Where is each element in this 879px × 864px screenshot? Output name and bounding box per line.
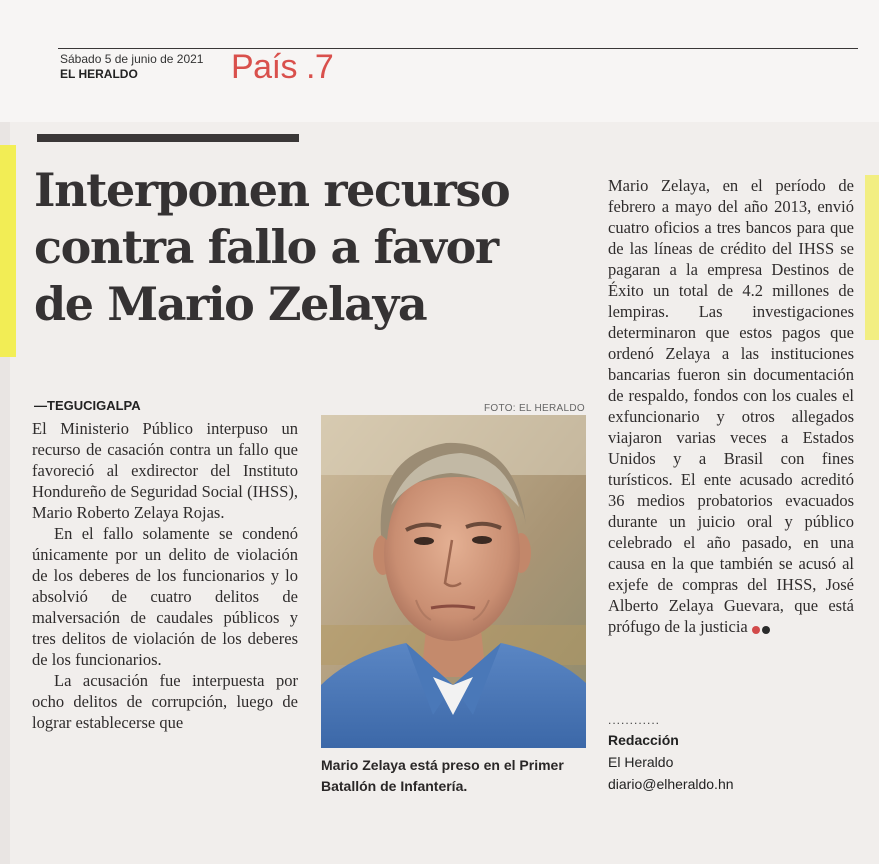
newspaper-page xyxy=(10,0,879,864)
headline xyxy=(34,162,599,333)
end-mark xyxy=(750,618,770,639)
headline-line-1: Interponen recurso xyxy=(34,163,510,217)
article-column-2 xyxy=(608,175,854,639)
byline-author: Redacción xyxy=(608,732,679,748)
headline-line-3: de Mario Zelaya xyxy=(34,277,427,331)
signature-separator: ............ xyxy=(608,713,661,727)
article-paragraph-text: Mario Zelaya, en el período de febrero a mayo del año 2013, envió cuatro oficios a tres bancos para que de las líneas de crédito del IHSS se pagaran a la empresa Destinos de Éxito un total de 4.2 millones de lempiras. Las investigaciones determinaron que estos pagos que ordenó Zelaya a las instituciones bancarias fueron sin documentación de respaldo, fondos con los cuales el exfuncionario y otros allegados viajaron varias veces a Estados Unidos y a Brasil con fines turísticos. El ente acusado acreditó 36 medios probatorios evacuados durante un juicio oral y público celebrado el año pasado, en una causa en la que también se acusó al exjefe de compras del IHSS, José Alberto Zelaya Guevara, que está prófugo de la justicia xyxy=(608,176,854,636)
highlighter-mark-left xyxy=(0,145,16,357)
headline-line-2: contra fallo a favor xyxy=(34,220,498,274)
portrait-photo xyxy=(321,415,586,748)
dateline-dash: — xyxy=(34,398,47,413)
end-dot-red xyxy=(752,626,760,634)
article-paragraph: La acusación fue interpuesta por ocho delitos de corrupción, luego de lograr establecerse que xyxy=(32,671,298,732)
photo-caption: Mario Zelaya está preso en el Primer Batallón de Infantería. xyxy=(321,757,564,794)
section-page-label: País .7 xyxy=(231,48,334,86)
issue-date: Sábado 5 de junio de 2021 xyxy=(60,52,204,66)
headline-bar xyxy=(37,134,299,142)
highlighter-mark-right xyxy=(865,175,879,340)
end-dot-dark xyxy=(762,626,770,634)
newspaper-name: EL HERALDO xyxy=(60,67,138,81)
article-column-1 xyxy=(32,418,298,733)
dateline-text: TEGUCIGALPA xyxy=(47,398,141,413)
byline-email: diario@elheraldo.hn xyxy=(608,776,734,792)
article-paragraph: En el fallo solamente se condenó únicamente por un delito de violación de los deberes de los funcionarios y lo absolvió de cuatro delitos de malversación de caudales públicos y tres delitos de violación de los deberes de los funcionarios. xyxy=(32,524,298,669)
article-paragraph xyxy=(608,175,854,639)
dateline xyxy=(34,398,141,413)
photo-credit: FOTO: EL HERALDO xyxy=(484,403,585,414)
article-paragraph: El Ministerio Público interpuso un recurso de casación contra un fallo que favoreció al exdirector del Instituto Hondureño de Seguridad Social (IHSS), Mario Roberto Zelaya Rojas. xyxy=(32,419,298,522)
header-rule xyxy=(58,48,858,49)
byline-organization: El Heraldo xyxy=(608,754,674,770)
